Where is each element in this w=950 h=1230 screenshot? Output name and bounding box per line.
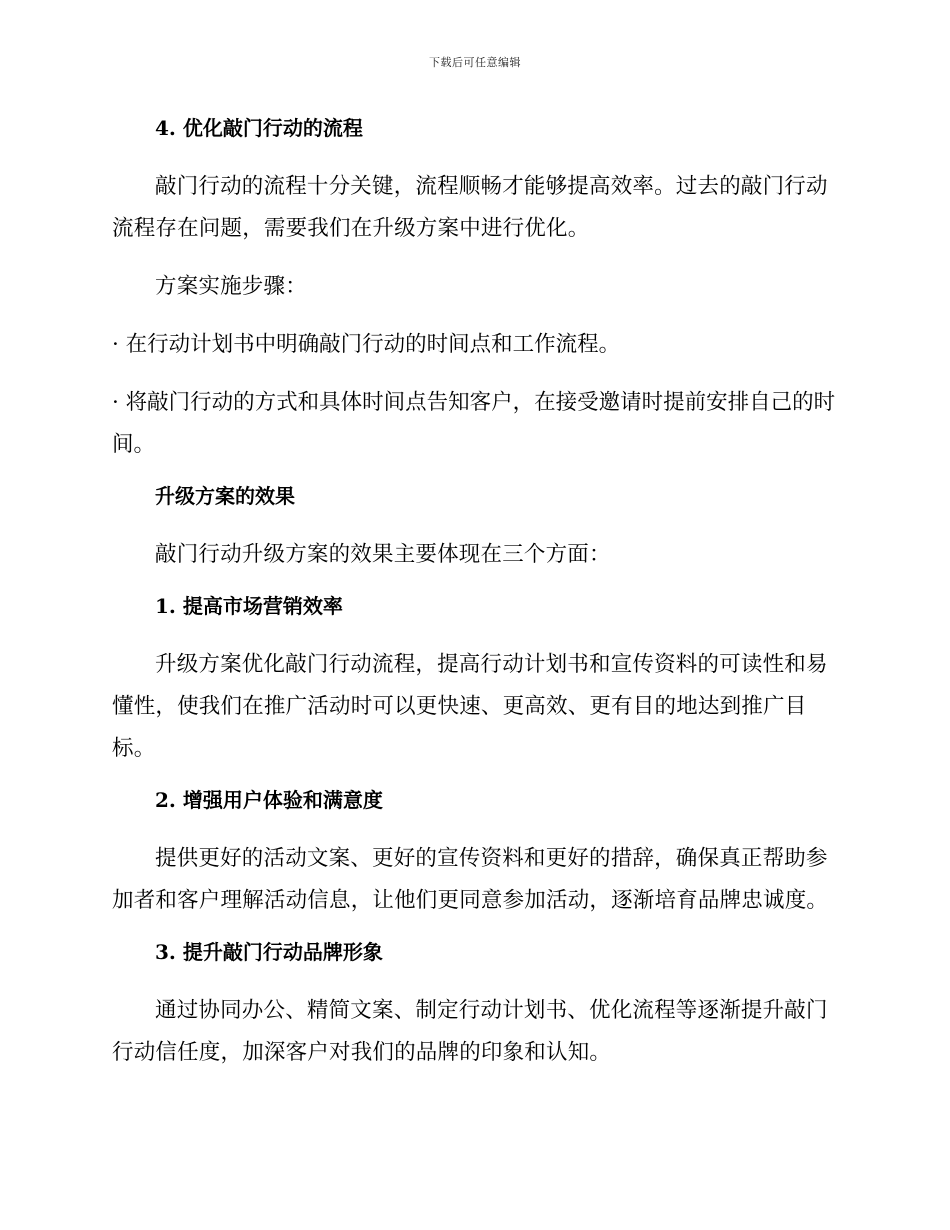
effects-intro: 敲门行动升级方案的效果主要体现在三个方面：: [155, 542, 611, 567]
effects-title: 升级方案的效果: [155, 484, 295, 508]
effect-1-paragraph: 升级方案优化敲门行动流程，提高行动计划书和宣传资料的可读性和易懂性，使我们在推广活动时可以更快速、更高效、更有目的地达到推广目标。: [112, 652, 828, 761]
effect-3-title: 3. 提升敲门行动品牌形象: [155, 940, 383, 964]
step-item-2: · 将敲门行动的方式和具体时间点告知客户，在接受邀请时提前安排自己的时间。: [112, 390, 836, 457]
effect-2-title: 2. 增强用户体验和满意度: [155, 788, 383, 812]
step-item-1: · 在行动计划书中明确敲门行动的时间点和工作流程。: [112, 332, 621, 357]
effect-1-title: 1. 提高市场营销效率: [155, 594, 343, 618]
page-header-note: 下载后可任意编辑: [429, 56, 521, 69]
document-body: [112, 112, 836, 1074]
steps-label: 方案实施步骤：: [155, 274, 307, 299]
effect-3-paragraph: 通过协同办公、精简文案、制定行动计划书、优化流程等逐渐提升敲门行动信任度，加深客户对我们的品牌的印象和认知。: [112, 998, 828, 1065]
section-4-title: 4. 优化敲门行动的流程: [155, 116, 363, 140]
effect-2-paragraph: 提供更好的活动文案、更好的宣传资料和更好的措辞，确保真正帮助参加者和客户理解活动信息，让他们更同意参加活动，逐渐培育品牌忠诚度。: [112, 846, 829, 913]
section-4-paragraph: 敲门行动的流程十分关键，流程顺畅才能够提高效率。过去的敲门行动流程存在问题，需要我们在升级方案中进行优化。: [112, 174, 828, 241]
